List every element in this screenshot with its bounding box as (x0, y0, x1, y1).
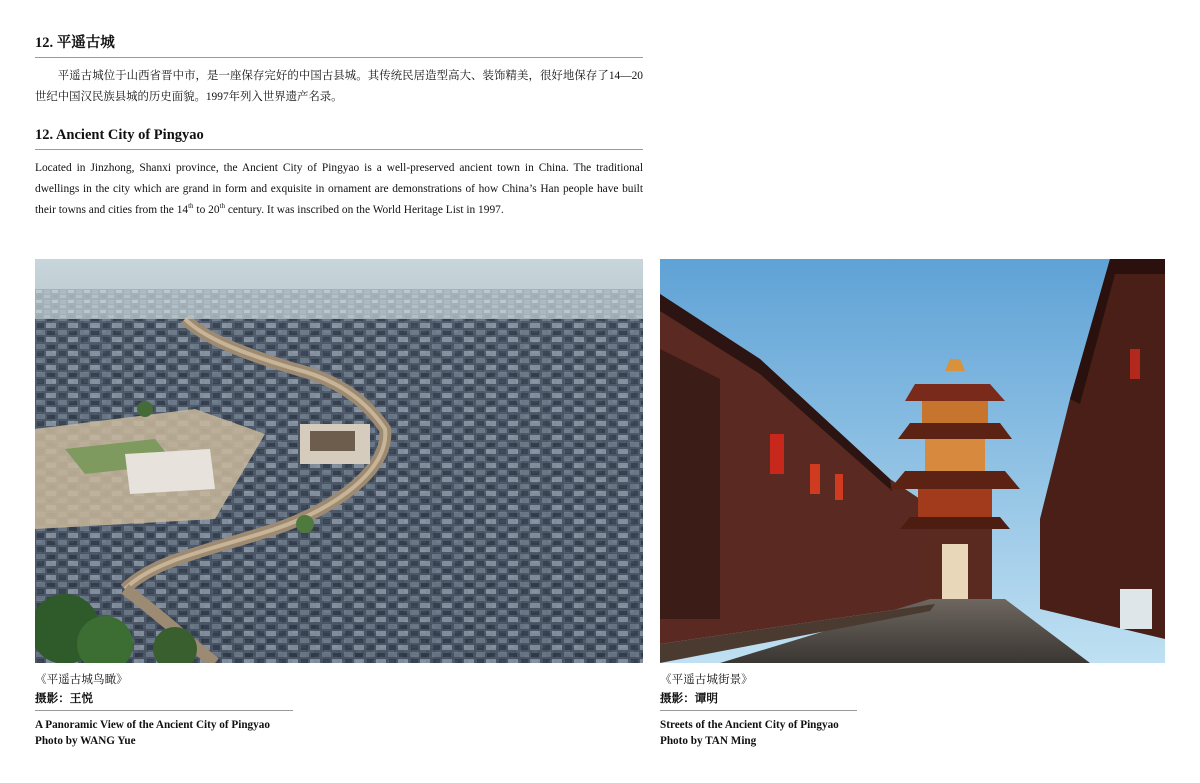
caption-title-en: A Panoramic View of the Ancient City of Pingyao (35, 719, 270, 731)
panoramic-view-photo (35, 259, 643, 663)
superscript-th-1: th (188, 202, 194, 211)
caption-credit-zh: 摄影：谭明 (660, 692, 718, 705)
caption-streets (660, 670, 857, 749)
caption-divider (35, 710, 293, 711)
paragraph-en-part3: century. It was inscribed on the World Heritage List in 1997. (224, 204, 504, 216)
caption-divider (660, 710, 857, 711)
caption-credit-en: Photo by TAN Ming (660, 735, 757, 747)
caption-title-zh: 《平遥古城鸟瞰》 (35, 673, 128, 686)
caption-title-zh: 《平遥古城街景》 (660, 673, 753, 686)
caption-panoramic (35, 670, 293, 749)
street-view-photo (660, 259, 1165, 663)
paragraph-en-part2: to 20 (193, 204, 220, 216)
english-section (35, 126, 643, 221)
chinese-section (35, 34, 643, 108)
paragraph-en (35, 158, 643, 221)
paragraph-zh: 平遥古城位于山西省晋中市，是一座保存完好的中国古县城。其传统民居造型高大、装饰精美，很好地保存了14—20世纪中国汉民族县城的历史面貌。1997年列入世界遗产名录。 (35, 70, 643, 103)
section-heading-zh: 12. 平遥古城 (35, 34, 643, 58)
paragraph-en-part1: Located in Jinzhong, Shanxi province, the Ancient City of Pingyao is a well-preserved ancient town in China. The traditional dwellings in the city which are grand in form and exquisite in ornament are demonstrations of how China’s Han people have built their towns and cities from the 14 (35, 162, 643, 216)
superscript-th-2: th (219, 202, 225, 211)
caption-title-en: Streets of the Ancient City of Pingyao (660, 719, 839, 731)
caption-credit-zh: 摄影：王悦 (35, 692, 93, 705)
section-heading-en: 12. Ancient City of Pingyao (35, 126, 643, 150)
caption-credit-en: Photo by WANG Yue (35, 735, 136, 747)
